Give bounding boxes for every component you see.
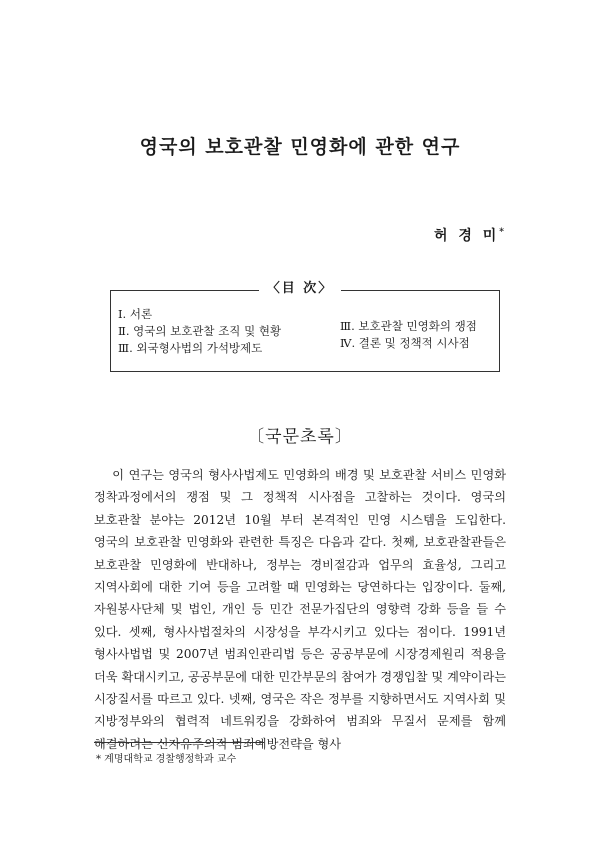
paper-title: 영국의 보호관찰 민영화에 관한 연구	[139, 136, 461, 158]
toc-item: Ⅲ. 보호관찰 민영화의 쟁점	[340, 319, 477, 333]
toc-item: Ⅲ. 외국형사법의 가석방제도	[118, 341, 263, 355]
abstract-heading: 〔국문초록〕	[247, 427, 353, 447]
author-name-text: 허 경 미	[433, 228, 500, 244]
abstract-paragraph: 이 연구는 영국의 형사사법제도 민영화의 배경 및 보호관찰 서비스 민영화 정착과정에서의 쟁점 및 그 정책적 시사점을 고찰하는 것이다. 영국의 보호관찰 분야는 2012년 10월 부터 본격적인 민영 시스템을 도입한다. 영국의 보호관찰 민영화와 관련한 특징은 다음과 같다. 첫째, 보호관찰관들은 보호관찰 민영화에 반대하나, 정부는 경비절감과 업무의 효율성, 그리고 지역사회에 대한 기여 등을 고려할 때 민영화는 당연하다는 입장이다. 둘째, 자원봉사단체 및 법인, 개인 등 민간 전문가집단의 영향력 강화 등을 들 수 있다. 셋째, 형사사법절차의 시장성을 부각시키고 있다는 점이다. 1991년 형사사법법 및 2007년 범죄인관리법 등은 공공부문에 시장경제원리 적용을 더욱 확대시키고, 공공부문에 대한 민간부문의 참여가 경쟁입찰 및 계약이라는 시장질서를 따르고 있다. 넷째, 영국은 작은 정부를 지향하면서도 지역사회 및 지방정부와의 협력적 네트워킹을 강화하여 범죄와 무질서 문제를 함께 해결하려는 신자유주의적 범죄예방전략을 형사	[94, 468, 506, 751]
abstract-body	[94, 464, 506, 755]
toc-right-column	[340, 318, 477, 352]
toc-label	[0, 277, 600, 296]
toc-item: Ⅱ. 영국의 보호관찰 조직 및 현황	[118, 324, 282, 338]
toc-label-text: 〈目 次〉	[259, 281, 342, 296]
footnote-divider	[94, 742, 264, 743]
author-name	[434, 225, 504, 245]
author-footnote-mark: *	[499, 227, 504, 238]
toc-item: Ⅰ. 서론	[118, 307, 153, 321]
toc-left-column	[118, 306, 281, 357]
toc-item: Ⅳ. 결론 및 정책적 시사점	[340, 336, 470, 350]
footnote: * 계명대학교 경찰행정학과 교수	[96, 754, 237, 765]
